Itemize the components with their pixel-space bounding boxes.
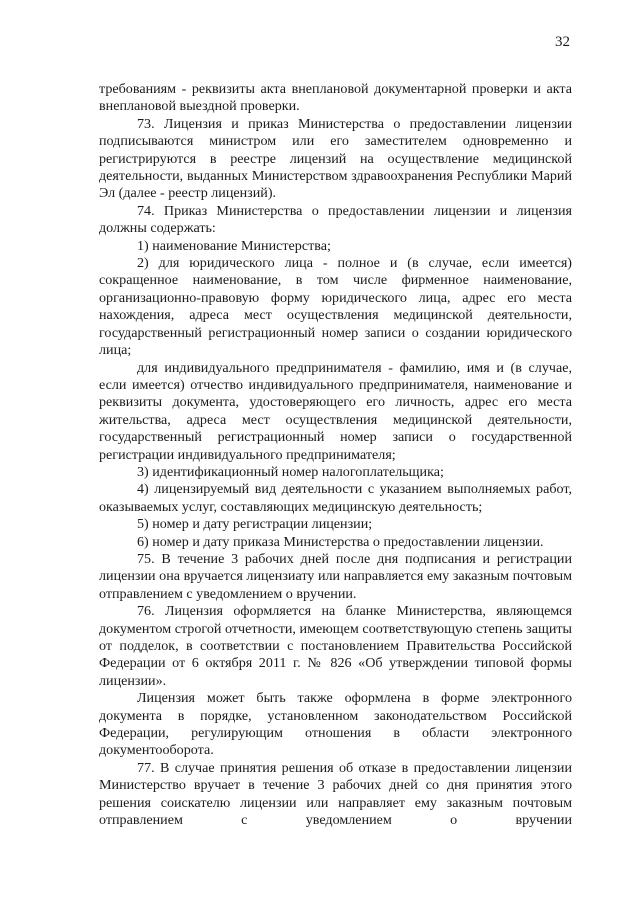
paragraph: 73. Лицензия и приказ Министерства о предоставлении лицензии подписываются министром или его заместителем одновременно и регистрируются в реестре лицензий на осуществление медицинской деятельности, выданных Министерством здравоохранения Республики Марий Эл (далее - реестр лицензий). <box>99 115 572 202</box>
document-body <box>99 81 572 829</box>
paragraph: 1) наименование Министерства; <box>137 237 331 254</box>
paragraph: 4) лицензируемый вид деятельности с указанием выполняемых работ, оказываемых услуг, составляющих медицинскую деятельность; <box>99 481 572 515</box>
paragraph: для индивидуального предпринимателя - фамилию, имя и (в случае, если имеется) отчество индивидуального предпринимателя, наименование и реквизиты документа, удостоверяющего его личность, адрес его места жительства, адреса мест осуществления медицинской деятельности, государственный регистрационный номер записи о государственной регистрации индивидуального предпринимателя; <box>99 359 572 463</box>
paragraph: 77. В случае принятия решения об отказе в предоставлении лицензии Министерство вручает в течение 3 рабочих дней со дня принятия этого решения соискателю лицензии или направляет ему заказным почтовым отправлением с уведомлением о вручении <box>99 759 572 829</box>
paragraph: 2) для юридического лица - полное и (в случае, если имеется) сокращенное наименование, в том числе фирменное наименование, организационно-правовую форму юридического лица, адрес его места нахождения, адреса мест осуществления медицинской деятельности, государственный регистрационный номер записи о создании юридического лица; <box>99 255 572 359</box>
paragraph: 3) идентификационный номер налогоплательщика; <box>137 463 444 480</box>
paragraph: 5) номер и дату регистрации лицензии; <box>137 516 373 533</box>
paragraph: 74. Приказ Министерства о предоставлении лицензии и лицензия должны содержать: <box>99 202 572 237</box>
paragraph: Лицензия может быть также оформлена в форме электронного документа в порядке, установленном законодательством Российской Федерации, регулирующим отношения в области электронного документооборота. <box>99 690 572 759</box>
paragraph: 76. Лицензия оформляется на бланке Министерства, являющемся документом строгой отчетности, имеющем соответствующую степень защиты от подделок, в соответствии с постановлением Правительства Российской Федерации от 6 октября 2011 г. № 826 «Об утверждении типовой формы лицензии». <box>99 603 572 689</box>
paragraph: 75. В течение 3 рабочих дней после дня подписания и регистрации лицензии она вручается лицензиату или направляется ему заказным почтовым отправлением с уведомлением о вручении. <box>99 550 572 602</box>
paragraph: требованиям - реквизиты акта внеплановой документарной проверки и акта внеплановой выездной проверки. <box>99 81 572 115</box>
paragraph: 6) номер и дату приказа Министерства о предоставлении лицензии. <box>137 533 544 550</box>
page-number: 32 <box>555 34 570 50</box>
